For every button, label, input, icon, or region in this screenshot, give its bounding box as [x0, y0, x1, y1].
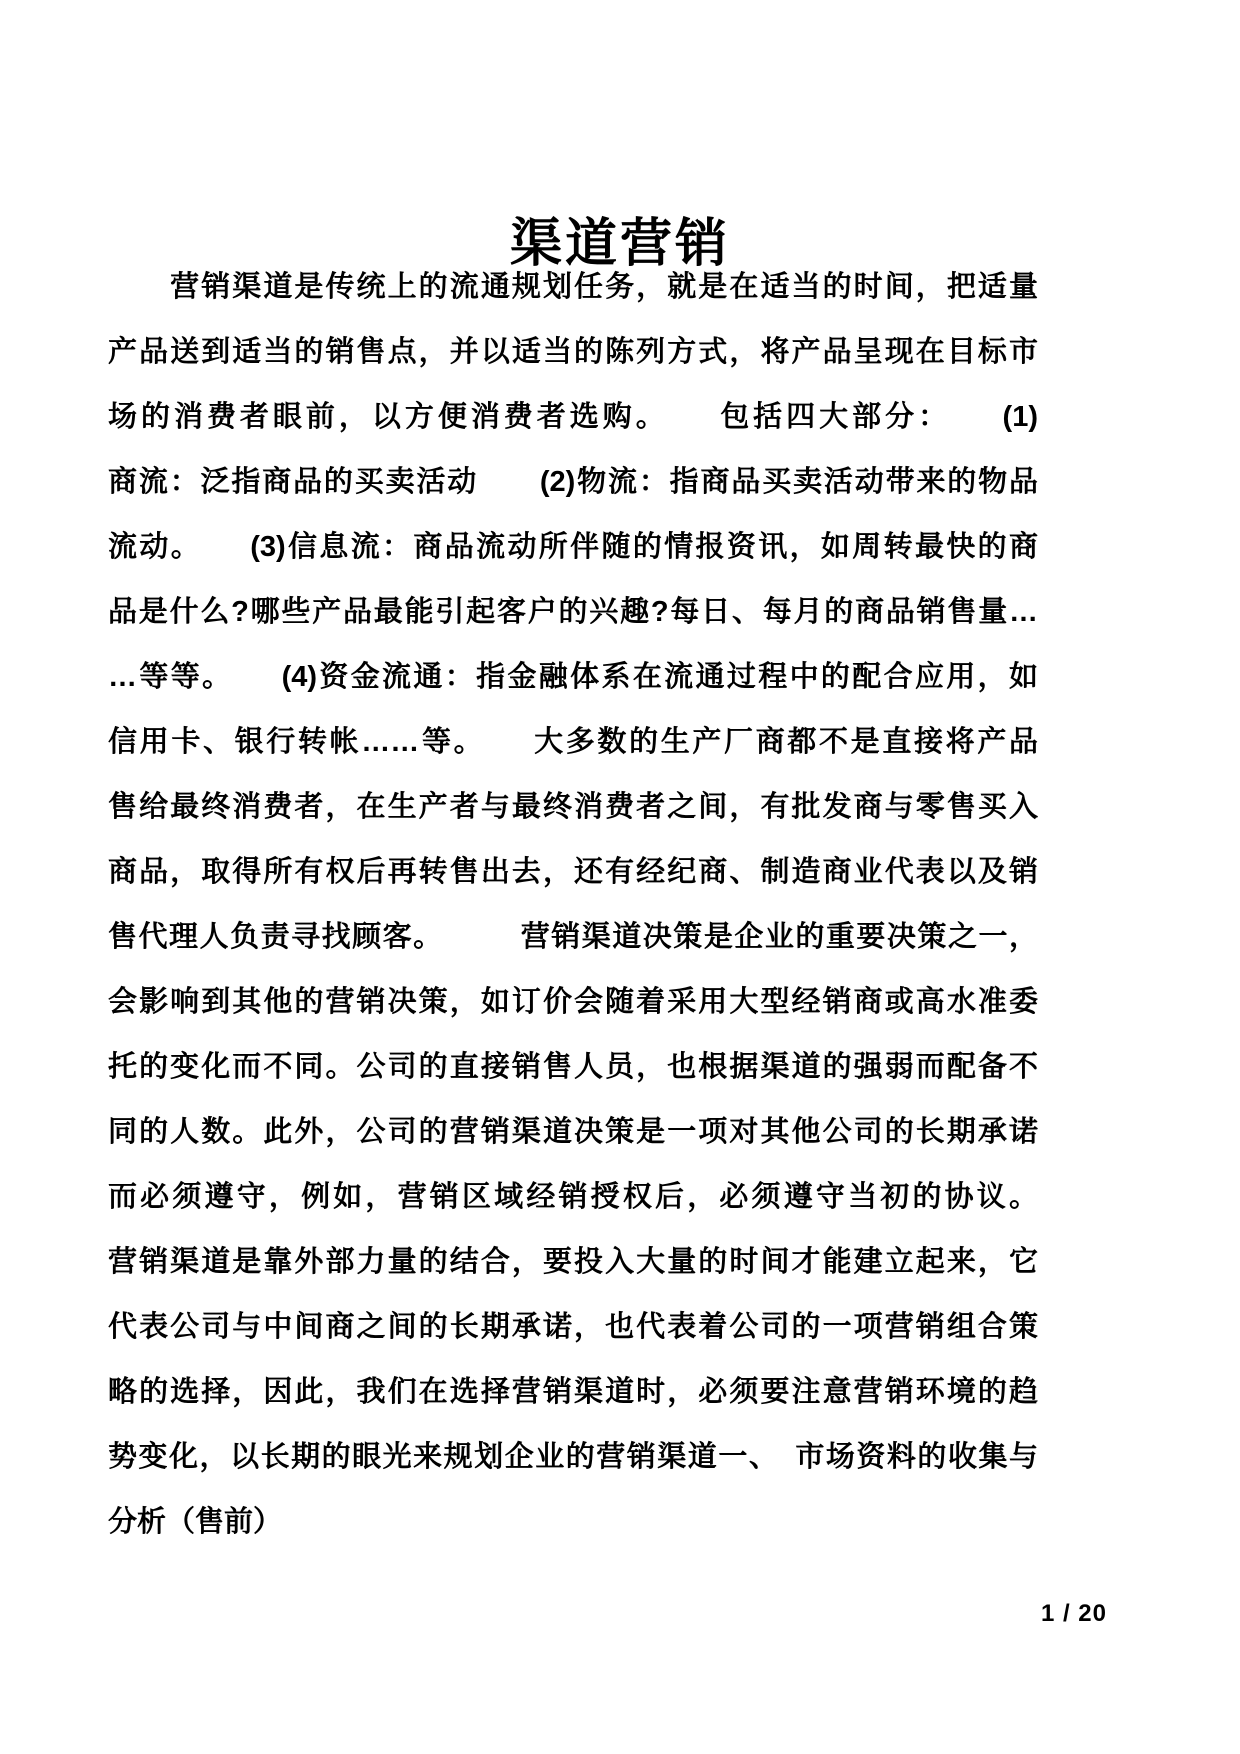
text-line: 商流：泛指商品的买卖活动 (2)物流：指商品买卖活动带来的物品 [108, 466, 1038, 498]
text-line: 品是什么?哪些产品最能引起客户的兴趣?每日、每月的商品销售量… [108, 596, 1038, 628]
text-line: 流动。 (3)信息流：商品流动所伴随的情报资讯，如周转最快的商 [108, 531, 1038, 563]
text-line: 产品送到适当的销售点，并以适当的陈列方式，将产品呈现在目标市 [108, 336, 1038, 368]
text-line: 同的人数。此外，公司的营销渠道决策是一项对其他公司的长期承诺 [108, 1116, 1038, 1148]
text-line: 分析（售前） [108, 1506, 283, 1538]
document-title: 渠道营销 [509, 214, 730, 273]
text-line: 售代理人负责寻找顾客。 营销渠道决策是企业的重要决策之一， [108, 921, 1038, 953]
text-line: 而必须遵守，例如，营销区域经销授权后，必须遵守当初的协议。 [108, 1181, 1038, 1213]
text-line: 营销渠道是传统上的流通规划任务，就是在适当的时间，把适量 [108, 271, 1038, 303]
text-line: 营销渠道是靠外部力量的结合，要投入大量的时间才能建立起来，它 [108, 1246, 1038, 1278]
text-line: 势变化，以长期的眼光来规划企业的营销渠道一、 市场资料的收集与 [108, 1441, 1038, 1473]
text-line: 略的选择，因此，我们在选择营销渠道时，必须要注意营销环境的趋 [108, 1376, 1038, 1408]
page-number: 1 / 20 [1040, 1600, 1107, 1627]
document-body [108, 255, 1038, 1555]
text-line: 售给最终消费者，在生产者与最终消费者之间，有批发商与零售买入 [108, 791, 1038, 823]
text-line: 托的变化而不同。公司的直接销售人员，也根据渠道的强弱而配备不 [108, 1051, 1038, 1083]
text-line: 信用卡、银行转帐……等。 大多数的生产厂商都不是直接将产品 [108, 726, 1038, 758]
text-line: 会影响到其他的营销决策，如订价会随着采用大型经销商或高水准委 [108, 986, 1038, 1018]
text-line: 场的消费者眼前，以方便消费者选购。 包括四大部分： (1) [108, 401, 1038, 433]
text-line: 代表公司与中间商之间的长期承诺，也代表着公司的一项营销组合策 [108, 1311, 1038, 1343]
text-line: 商品，取得所有权后再转售出去，还有经纪商、制造商业代表以及销 [108, 856, 1038, 888]
text-line: …等等。 (4)资金流通：指金融体系在流通过程中的配合应用，如 [108, 661, 1038, 693]
